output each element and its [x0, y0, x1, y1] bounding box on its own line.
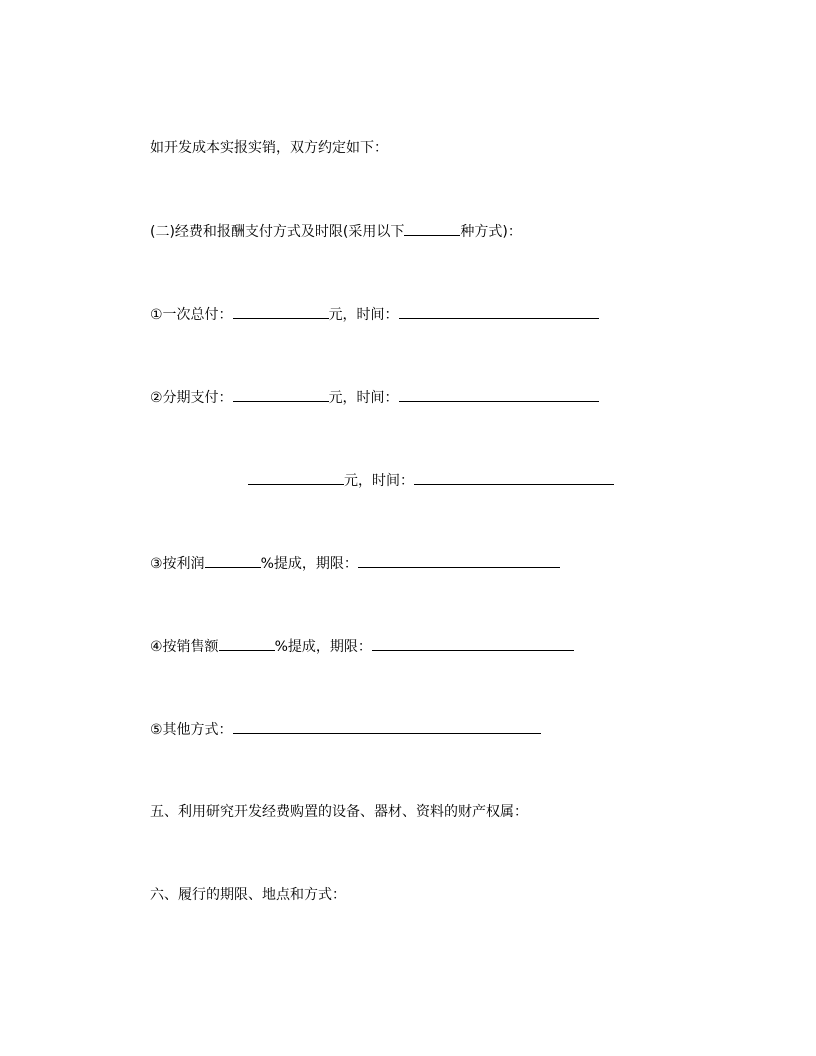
- profit-percent-blank[interactable]: [205, 553, 261, 568]
- lump-sum-time-label: 元，时间：: [328, 307, 399, 323]
- sales-share-label: ④按销售额: [150, 639, 219, 655]
- payment-method-text: (二)经费和报酬支付方式及时限(采用以下: [150, 224, 405, 240]
- property-rights-text: 五、利用研究开发经费购置的设备、器材、资料的财产权属：: [150, 804, 528, 820]
- cost-reimbursement-line: [150, 138, 388, 158]
- installment-line: [150, 387, 599, 408]
- cost-reimbursement-text: 如开发成本实报实销，双方约定如下：: [150, 140, 388, 156]
- lump-sum-line: [150, 304, 599, 325]
- installment-label: ②分期支付：: [150, 390, 233, 406]
- sales-share-line: [150, 636, 574, 657]
- installment-amount-blank-2[interactable]: [248, 470, 344, 485]
- profit-term-blank[interactable]: [358, 553, 560, 568]
- installment-time-blank-2[interactable]: [414, 470, 614, 485]
- payment-method-heading: [150, 221, 522, 242]
- sales-term-label: %提成，期限：: [274, 639, 372, 655]
- lump-sum-amount-blank[interactable]: [233, 304, 329, 319]
- other-method-blank[interactable]: [233, 719, 541, 734]
- sales-term-blank[interactable]: [372, 636, 574, 651]
- performance-text: 六、履行的期限、地点和方式：: [150, 887, 346, 903]
- installment-time-label-2: 元，时间：: [344, 473, 414, 489]
- installment-time-blank[interactable]: [399, 387, 599, 402]
- property-rights-heading: [150, 802, 528, 822]
- payment-method-suffix: 种方式)：: [460, 224, 522, 240]
- other-method-line: [150, 719, 541, 740]
- method-count-blank[interactable]: [404, 221, 460, 236]
- sales-percent-blank[interactable]: [219, 636, 275, 651]
- installment-time-label: 元，时间：: [328, 390, 399, 406]
- profit-share-label: ③按利润: [150, 556, 205, 572]
- installment-amount-blank[interactable]: [233, 387, 329, 402]
- lump-sum-label: ①一次总付：: [150, 307, 233, 323]
- performance-heading: [150, 885, 346, 905]
- other-method-label: ⑤其他方式：: [150, 722, 233, 738]
- installment-line-2: [150, 470, 614, 491]
- profit-term-label: %提成，期限：: [260, 556, 358, 572]
- lump-sum-time-blank[interactable]: [399, 304, 599, 319]
- profit-share-line: [150, 553, 560, 574]
